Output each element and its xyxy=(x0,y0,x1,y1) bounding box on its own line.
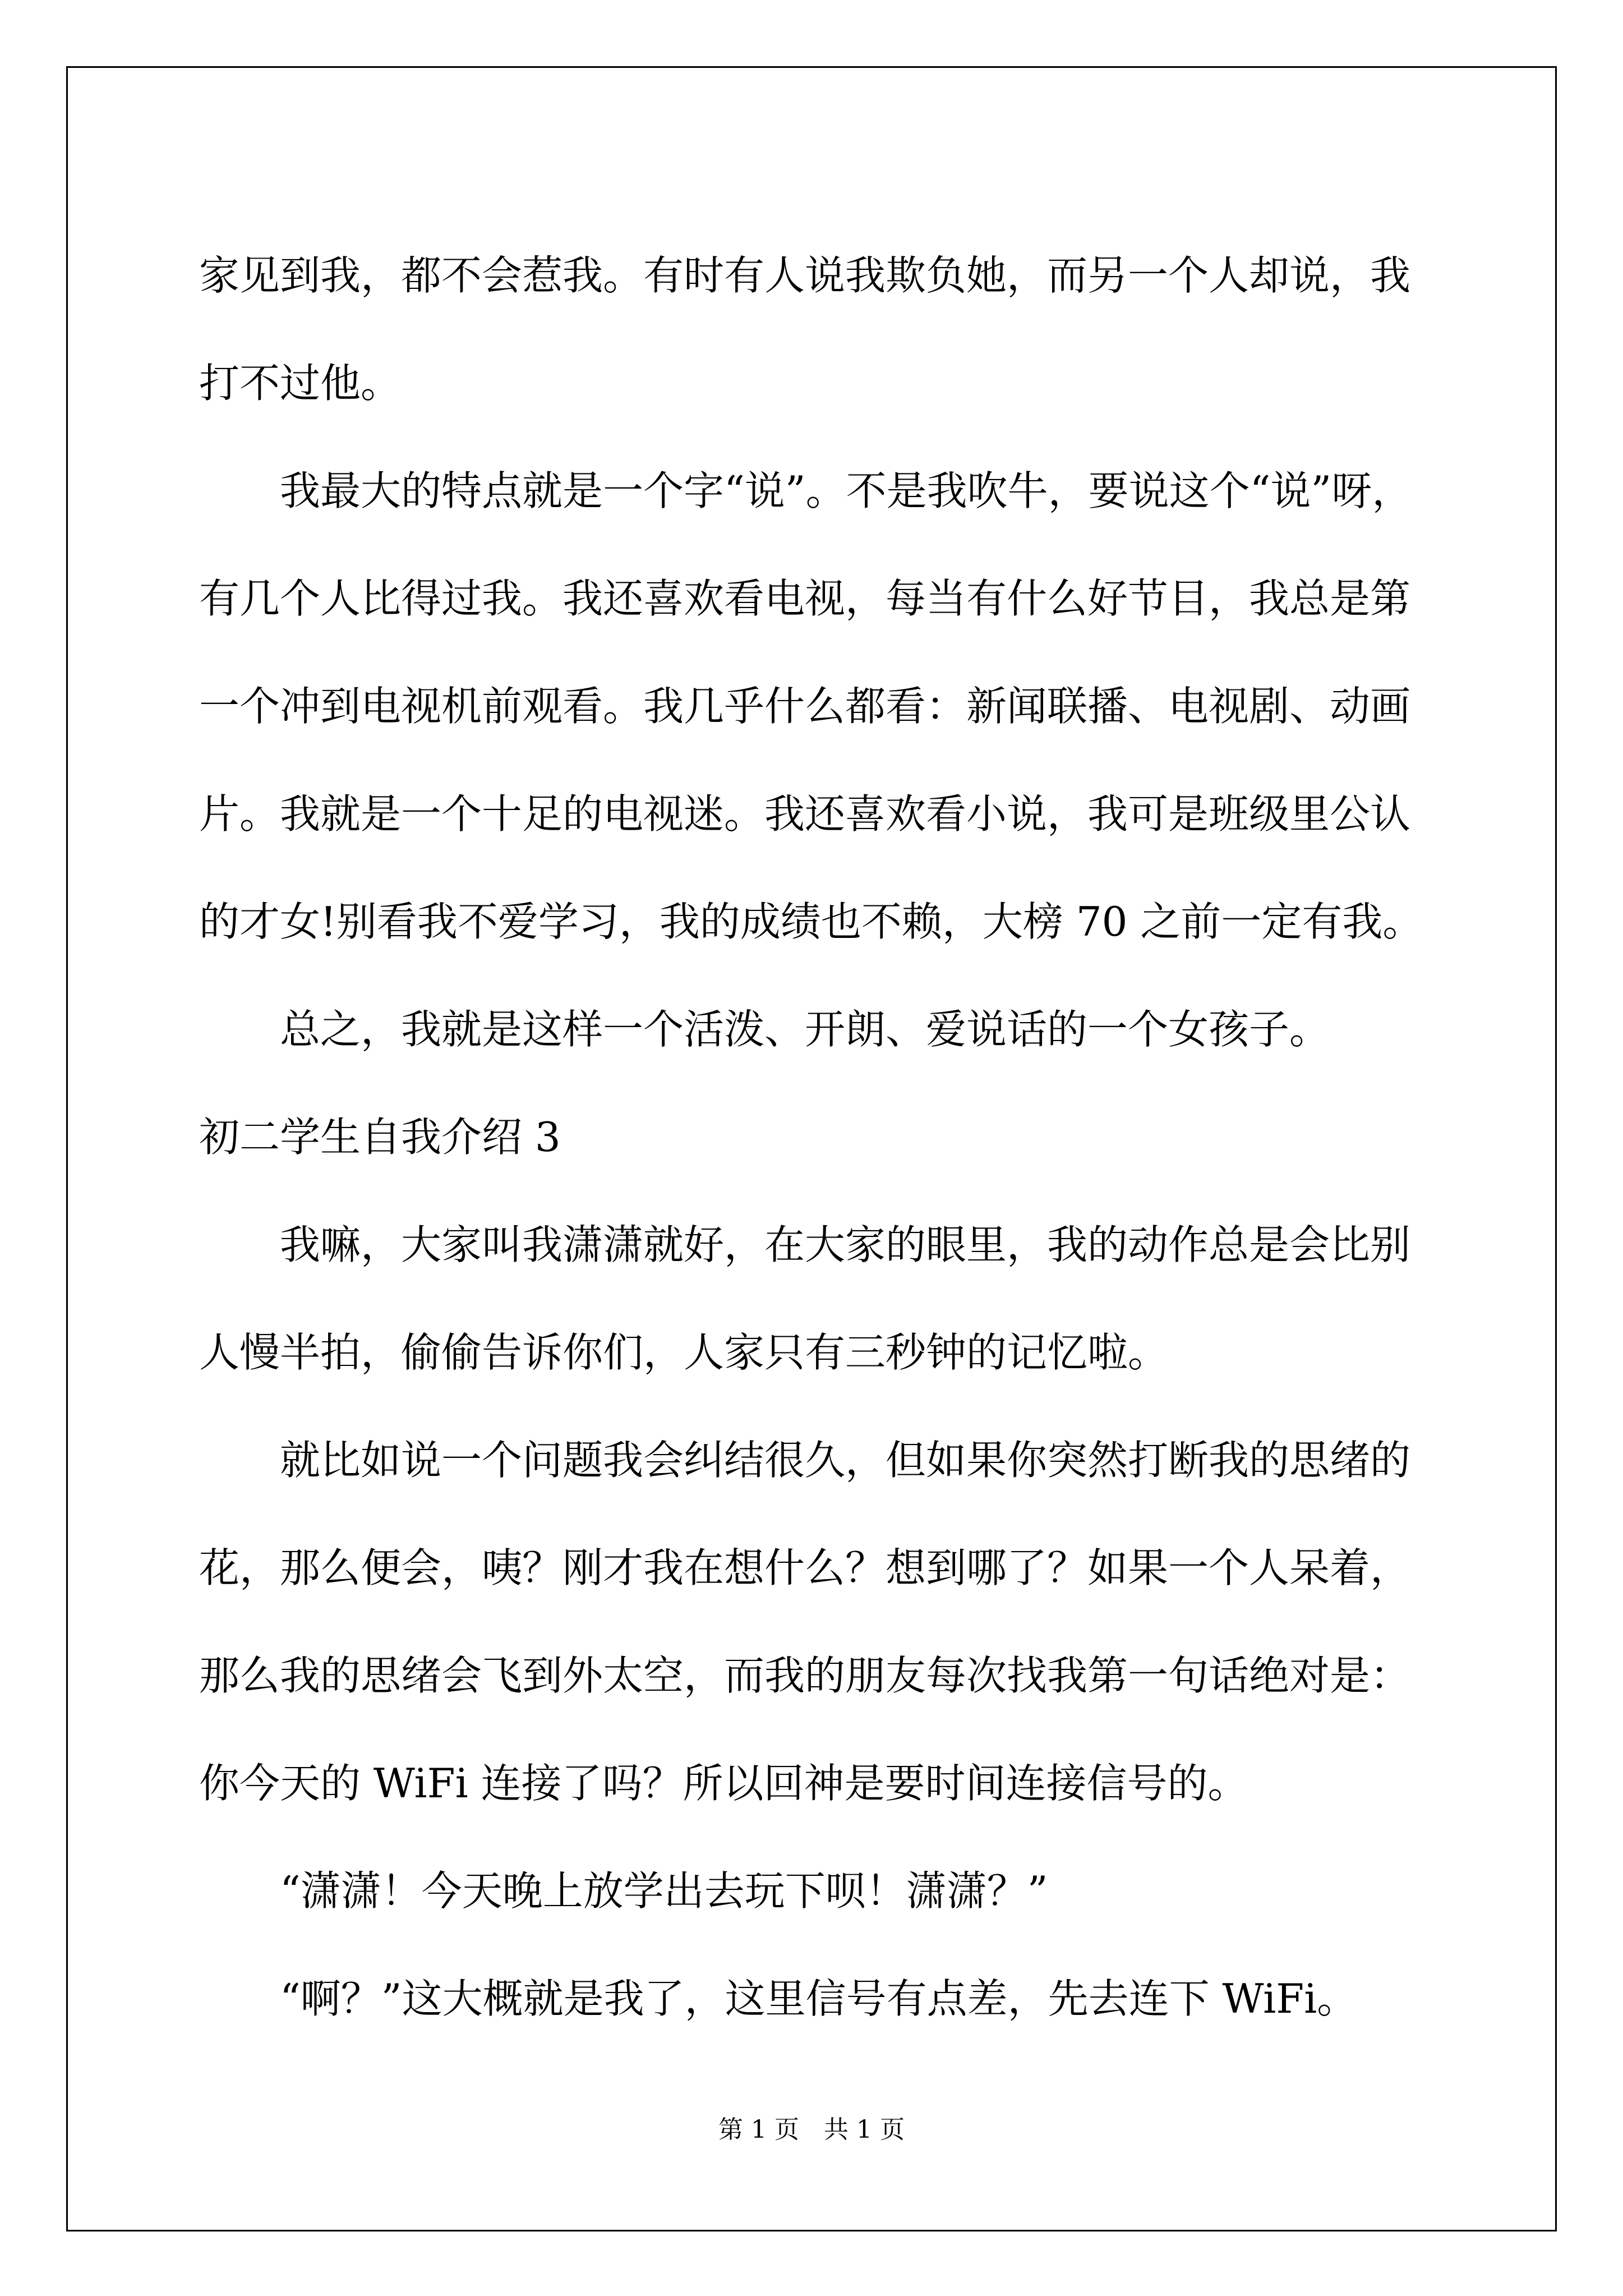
text-line: 片。我就是一个十足的电视迷。我还喜欢看小说，我可是班级里公认 xyxy=(199,790,1411,838)
text-line: 有几个人比得过我。我还喜欢看电视，每当有什么好节目，我总是第 xyxy=(199,575,1411,622)
text-line: 一个冲到电视机前观看。我几乎什么都看：新闻联播、电视剧、动画 xyxy=(199,683,1411,730)
text-line: 家见到我，都不会惹我。有时有人说我欺负她，而另一个人却说，我 xyxy=(199,252,1411,299)
document-body xyxy=(199,222,1433,2053)
text-line: 打不过他。 xyxy=(199,360,402,407)
paragraph-start-line: 我最大的特点就是一个字“说”。不是我吹牛，要说这个“说”呀， xyxy=(280,467,1413,514)
dialogue-line: “潇潇！今天晚上放学出去玩下呗！潇潇？” xyxy=(280,1867,1048,1915)
text-line: 那么我的思绪会飞到外太空，而我的朋友每次找我第一句话绝对是： xyxy=(199,1652,1411,1699)
text-line: 你今天的 WiFi 连接了吗？所以回神是要时间连接信号的。 xyxy=(199,1760,1248,1807)
paragraph-start-line: 就比如说一个问题我会纠结很久，但如果你突然打断我的思绪的 xyxy=(280,1437,1411,1484)
text-line: 人慢半拍，偷偷告诉你们，人家只有三秒钟的记忆啦。 xyxy=(199,1329,1169,1376)
text-line: 花，那么便会，咦？刚才我在想什么？想到哪了？如果一个人呆着， xyxy=(199,1544,1411,1591)
section-heading: 初二学生自我介绍 3 xyxy=(199,1114,561,1161)
text-line: 的才女!别看我不爱学习，我的成绩也不赖，大榜 70 之前一定有我。 xyxy=(199,898,1423,945)
dialogue-line: “啊？”这大概就是我了，这里信号有点差，先去连下 WiFi。 xyxy=(280,1975,1358,2022)
paragraph-start-line: 我嘛，大家叫我潇潇就好，在大家的眼里，我的动作总是会比别 xyxy=(280,1221,1411,1268)
page-footer: 第 1 页 共 1 页 xyxy=(718,2115,905,2144)
paragraph-start-line: 总之，我就是这样一个活泼、开朗、爱说话的一个女孩子。 xyxy=(280,1006,1330,1053)
